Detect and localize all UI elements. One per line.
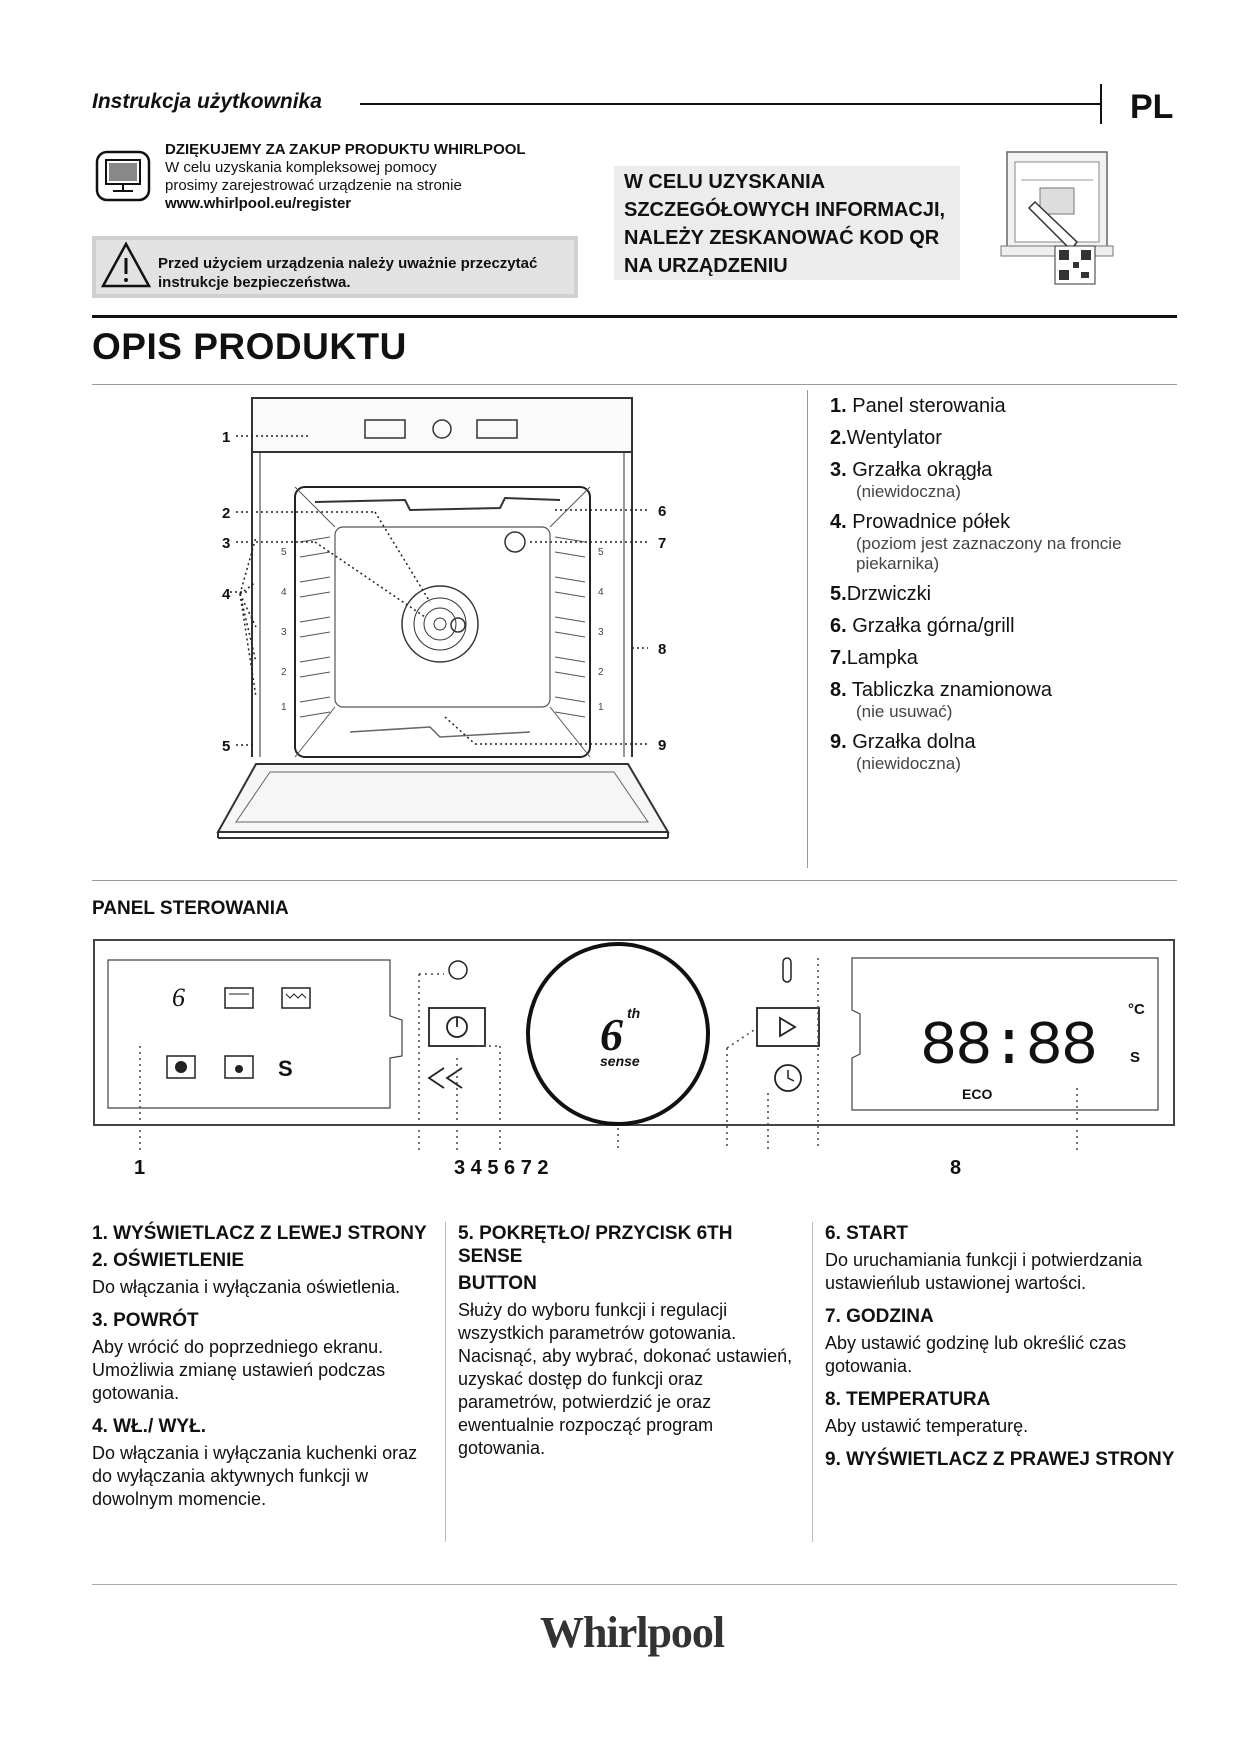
start-button[interactable] bbox=[757, 1008, 819, 1046]
desc-heading: BUTTON bbox=[458, 1273, 537, 1294]
safety-warning-text: Przed użyciem urządzenia należy uważnie przeczytać instrukcje bezpieczeństwa. bbox=[158, 255, 538, 291]
knob-th-label: th bbox=[627, 1005, 641, 1021]
header-rule bbox=[360, 103, 1102, 105]
thanks-block bbox=[165, 141, 585, 213]
part-item bbox=[830, 394, 1190, 418]
panel-title: PANEL STEROWANIA bbox=[92, 898, 289, 919]
panel-divider bbox=[92, 880, 1177, 881]
shelf-level-left-2: 2 bbox=[281, 667, 287, 678]
parts-list bbox=[830, 394, 1190, 782]
part-name: Drzwiczki bbox=[846, 583, 932, 605]
part-name: Grzałka dolna bbox=[852, 731, 976, 753]
time-display: 88:88 bbox=[920, 1011, 1097, 1082]
callout-2: 2 bbox=[222, 505, 231, 522]
thanks-line-1: W celu uzyskania kompleksowej pomocy bbox=[165, 159, 437, 176]
desc-heading: 8. TEMPERATURA bbox=[825, 1389, 991, 1410]
shelf-level-right-1: 1 bbox=[598, 702, 604, 713]
description-column-3 bbox=[825, 1222, 1175, 1475]
panel-callout-8: 8 bbox=[950, 1157, 962, 1179]
oven-diagram bbox=[140, 392, 780, 852]
part-item bbox=[830, 730, 1190, 774]
thanks-line-2: prosimy zarejestrować urządzenie na stronie bbox=[165, 177, 462, 194]
shelf-level-right-5: 5 bbox=[598, 547, 604, 558]
part-name: Prowadnice półek bbox=[852, 511, 1011, 533]
desc-heading: 3. POWRÓT bbox=[92, 1310, 199, 1331]
register-link[interactable]: www.whirlpool.eu/register bbox=[165, 195, 352, 212]
part-number: 5. bbox=[830, 583, 847, 605]
part-note: (nie usuwać) bbox=[856, 702, 953, 721]
description-column-2 bbox=[458, 1222, 793, 1470]
part-name: Panel sterowania bbox=[852, 395, 1006, 417]
special-functions-icon: S bbox=[278, 1056, 293, 1081]
monitor-icon bbox=[95, 150, 151, 202]
part-number: 1. bbox=[830, 395, 847, 417]
panel-callout-group: 3 4 5 6 7 2 bbox=[454, 1157, 549, 1179]
callout-8: 8 bbox=[658, 641, 667, 658]
part-item bbox=[830, 510, 1190, 574]
desc-text: Aby ustawić temperaturę. bbox=[825, 1416, 1029, 1436]
shelf-level-right-3: 3 bbox=[598, 627, 604, 638]
left-6th-sense-icon: 6 bbox=[172, 983, 185, 1012]
callout-5: 5 bbox=[222, 738, 231, 755]
callout-6: 6 bbox=[658, 503, 667, 520]
shelf-level-right-2: 2 bbox=[598, 667, 604, 678]
column-divider-2 bbox=[812, 1222, 813, 1542]
description-column-1 bbox=[92, 1222, 427, 1521]
s-indicator: S bbox=[1130, 1049, 1141, 1066]
eco-indicator: ECO bbox=[962, 1086, 993, 1102]
part-number: 2. bbox=[830, 427, 847, 449]
shelf-level-left-5: 5 bbox=[281, 547, 287, 558]
desc-text: Do uruchamiania funkcji i potwierdzania ustawieńlub ustawionej wartości. bbox=[825, 1250, 1143, 1293]
part-name: Wentylator bbox=[846, 427, 942, 449]
part-note: (niewidoczna) bbox=[856, 482, 961, 501]
desc-text: Służy do wyboru funkcji i regulacji wszystkich parametrów gotowania. Nacisnąć, aby wybrać, dokonać ustawień, uzyskać dostęp do funkcji oraz parametrów, potwierdzić je oraz ewentualnie rozpocząć program gotowania. bbox=[458, 1300, 793, 1458]
part-item bbox=[830, 614, 1190, 638]
desc-text: Do włączania i wyłączania oświetlenia. bbox=[92, 1277, 401, 1297]
part-number: 6. bbox=[830, 615, 847, 637]
parts-divider bbox=[807, 390, 808, 868]
desc-heading: 2. OŚWIETLENIE bbox=[92, 1250, 245, 1271]
part-name: Tabliczka znamionowa bbox=[851, 679, 1052, 701]
thanks-heading: DZIĘKUJEMY ZA ZAKUP PRODUKTU WHIRLPOOL bbox=[165, 141, 526, 158]
fan-grill-icon-hub bbox=[235, 1065, 243, 1073]
part-item bbox=[830, 458, 1190, 502]
part-number: 7. bbox=[830, 647, 847, 669]
knob-sense-label: sense bbox=[600, 1053, 640, 1069]
desc-heading: 4. WŁ./ WYŁ. bbox=[92, 1416, 206, 1437]
celsius-indicator: °C bbox=[1128, 1001, 1145, 1018]
language-code: PL bbox=[1130, 88, 1174, 126]
desc-heading: 7. GODZINA bbox=[825, 1306, 934, 1327]
oven-qr-illustration bbox=[985, 150, 1115, 290]
callout-1: 1 bbox=[222, 429, 231, 446]
part-name: Lampka bbox=[846, 647, 918, 669]
section-divider bbox=[92, 384, 1177, 385]
desc-text: Do włączania i wyłączania kuchenki oraz do wyłączania aktywnych funkcji w dowolnym momencie. bbox=[92, 1443, 418, 1509]
desc-heading: 9. WYŚWIETLACZ Z PRAWEJ STRONY bbox=[825, 1449, 1175, 1470]
part-name: Grzałka okrągła bbox=[852, 459, 993, 481]
callout-7: 7 bbox=[658, 535, 667, 552]
callout-4: 4 bbox=[222, 586, 231, 603]
footer-rule bbox=[92, 1584, 1177, 1585]
callout-9: 9 bbox=[658, 737, 667, 754]
desc-heading: 5. POKRĘTŁO/ PRZYCISK 6TH SENSE bbox=[458, 1223, 733, 1267]
part-name: Grzałka górna/grill bbox=[852, 615, 1015, 637]
brand-logo: Whirlpool bbox=[540, 1608, 725, 1657]
desc-heading: 1. WYŚWIETLACZ Z LEWEJ STRONY bbox=[92, 1223, 427, 1244]
warning-icon bbox=[100, 240, 152, 290]
shelf-level-right-4: 4 bbox=[598, 587, 604, 598]
part-item bbox=[830, 426, 1190, 450]
part-number: 3. bbox=[830, 459, 847, 481]
desc-heading: 6. START bbox=[825, 1223, 909, 1244]
part-number: 9. bbox=[830, 731, 847, 753]
part-item bbox=[830, 678, 1190, 722]
shelf-level-left-3: 3 bbox=[281, 627, 287, 638]
part-item bbox=[830, 646, 1190, 670]
part-note: (poziom jest zaznaczony na froncie piekarnika) bbox=[856, 534, 1122, 573]
shelf-level-left-1: 1 bbox=[281, 702, 287, 713]
part-item bbox=[830, 582, 1190, 606]
part-note: (niewidoczna) bbox=[856, 754, 961, 773]
part-number: 8. bbox=[830, 679, 847, 701]
shelf-level-left-4: 4 bbox=[281, 587, 287, 598]
part-number: 4. bbox=[830, 511, 847, 533]
knob-6-label: 6 bbox=[600, 1009, 623, 1060]
control-panel-diagram bbox=[92, 938, 1177, 1190]
fan-icon-hub bbox=[175, 1061, 187, 1073]
manual-title: Instrukcja użytkownika bbox=[92, 90, 322, 113]
desc-text: Aby ustawić godzinę lub określić czas gotowania. bbox=[825, 1333, 1127, 1376]
column-divider-1 bbox=[445, 1222, 446, 1542]
section-rule bbox=[92, 315, 1177, 318]
desc-text: Aby wrócić do poprzedniego ekranu. Umożliwia zmianę ustawień podczas gotowania. bbox=[92, 1337, 386, 1403]
qr-info-text: W CELU UZYSKANIA SZCZEGÓŁOWYCH INFORMACJI, NALEŻY ZESKANOWAĆ KOD QR NA URZĄDZENIU bbox=[624, 171, 946, 277]
panel-callout-1: 1 bbox=[134, 1157, 146, 1179]
callout-3: 3 bbox=[222, 535, 231, 552]
section-title: OPIS PRODUKTU bbox=[92, 326, 407, 367]
header-tick bbox=[1100, 84, 1102, 124]
